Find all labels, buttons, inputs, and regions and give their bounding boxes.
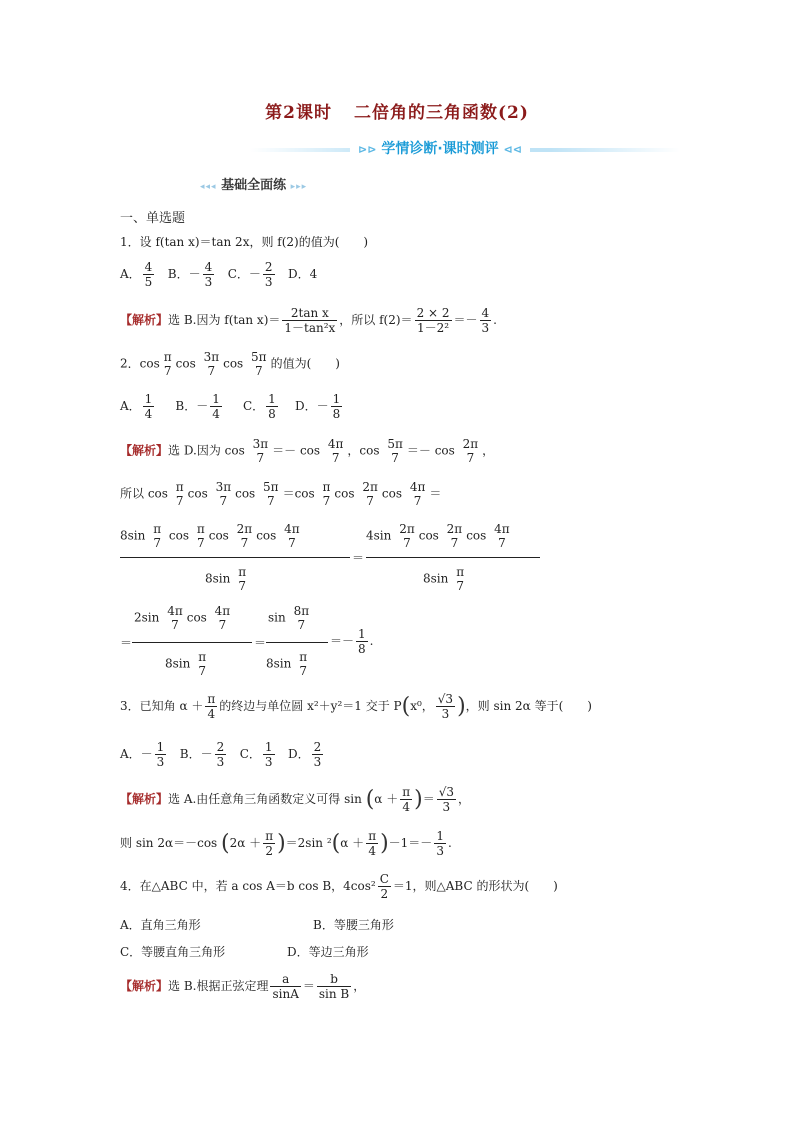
dots-left-icon: ◂◂◂ bbox=[200, 182, 217, 192]
big-fraction-3-numerator: 2sin 4π 7 cos 4π 7 bbox=[134, 604, 231, 632]
question-4-option-d: D．等边三角形 bbox=[287, 945, 369, 959]
question-3-solution-line-2: 则 sin 2α＝－cos (2α ＋ $\frac{\pi}{2}$ )＝2sin ²(α ＋ $\frac{\pi}{4}$ )－1＝－ $\frac{1}{3}$ . bbox=[120, 829, 452, 858]
fraction-bar bbox=[120, 557, 350, 558]
question-1-options: A． $\frac{4}{5}$ B．－ $\frac{4}{3}$ C．－ $\frac{2}{3}$ D．4 bbox=[120, 260, 318, 289]
question-3-options: A．－ $\frac{1}{3}$ B．－ $\frac{2}{3}$ C． $\frac{1}{3}$ D． $\frac{2}{3}$ bbox=[120, 740, 322, 769]
question-3-stem: 3．已知角 α ＋ $\frac{\pi}{4}$ 的终边与单位圆 x²＋y²＝1 交于 P(x⁰， $\frac{√3}{3}$ )，则 sin 2α 等于( ) bbox=[120, 692, 592, 721]
banner-text: 学情诊断·课时测评 bbox=[381, 141, 499, 157]
section-label: ◂◂◂ 基础全面练 ▸▸▸ bbox=[200, 178, 308, 193]
fraction-bar bbox=[266, 642, 328, 643]
question-1-solution: 【解析】选 B.因为 f(tan x)＝ $\frac{\text{2tan x}}{\text{1－tan²x}}$ ，所以 f(2)＝ $\frac{2 \times 2}{\text{1－2²}}$ ＝－ $\frac{4}{3}$ . bbox=[120, 306, 497, 335]
question-2-solution-line-1: 【解析】选 D.因为 cos 3π 7 ＝－ cos 4π 7 ，cos 5π 7 ＝－ cos 2π 7 ， bbox=[120, 437, 495, 465]
question-2-options: A． $\frac{1}{4}$ B．－ $\frac{1}{4}$ C． $\frac{1}{8}$ D．－ $\frac{1}{8}$ bbox=[120, 392, 341, 421]
big-fraction-1-numerator: 8sin π 7 cos π 7 cos 2π 7 cos 4π 7 bbox=[120, 522, 300, 550]
section-banner bbox=[250, 138, 680, 160]
equals-sign: ＝ bbox=[352, 551, 365, 565]
question-3-solution-line-1: 【解析】选 A.由任意角三角函数定义可得 sin (α ＋ $\frac{\pi}{4}$ )＝ $\frac{√3}{3}$ ， bbox=[120, 785, 470, 814]
big-fraction-2-numerator: 4sin 2π 7 cos 2π 7 cos 4π 7 bbox=[366, 522, 510, 550]
dots-right-icon: ▸▸▸ bbox=[290, 182, 308, 192]
question-4-option-b: B．等腰三角形 bbox=[313, 918, 394, 932]
equals-sign: ＝ bbox=[254, 636, 267, 650]
fraction-bar bbox=[132, 642, 252, 643]
question-4-option-a: A．直角三角形 bbox=[120, 918, 201, 932]
page-title: 第2课时 二倍角的三角函数(2) bbox=[265, 103, 529, 123]
question-heading: 一、单选题 bbox=[120, 211, 186, 226]
right-arrow-icon: ⊲⊲ bbox=[503, 143, 522, 156]
big-fraction-1-denominator: 8sin π 7 bbox=[205, 565, 247, 593]
question-2-stem: 2．cos π 7 cos 3π 7 cos 5π 7 的值为( ) bbox=[120, 350, 340, 378]
question-1-stem: 1．设 f(tan x)＝tan 2x，则 f(2)的值为( ) bbox=[120, 235, 369, 249]
question-2-solution-line-2: 所以 cos π 7 cos 3π 7 cos 5π 7 ＝cos π 7 cos 2π 7 cos 4π 7 ＝ bbox=[120, 480, 442, 508]
fraction-bar bbox=[366, 557, 540, 558]
question-4-stem: 4．在△ABC 中，若 a cos A＝b cos B，4cos² $\frac{C}{2}$ ＝1，则△ABC 的形状为( ) bbox=[120, 872, 558, 901]
analysis-tag: 【解析】 bbox=[120, 313, 169, 327]
big-fraction-result: ＝－ $\frac{1}{8}$ . bbox=[330, 627, 374, 656]
equals-sign: ＝ bbox=[120, 636, 133, 650]
big-fraction-4-numerator: sin 8π 7 bbox=[268, 604, 310, 632]
left-arrow-icon: ⊳⊳ bbox=[358, 143, 377, 156]
big-fraction-2-denominator: 8sin π 7 bbox=[423, 565, 465, 593]
question-4-solution: 【解析】选 B.根据正弦定理 $\frac{a}{\sin A}$ ＝ $\frac{b}{\text{sin B}}$ ， bbox=[120, 972, 366, 1001]
big-fraction-4-denominator: 8sin π 7 bbox=[266, 650, 308, 678]
big-fraction-3-denominator: 8sin π 7 bbox=[165, 650, 207, 678]
question-4-option-c: C．等腰直角三角形 bbox=[120, 945, 226, 959]
